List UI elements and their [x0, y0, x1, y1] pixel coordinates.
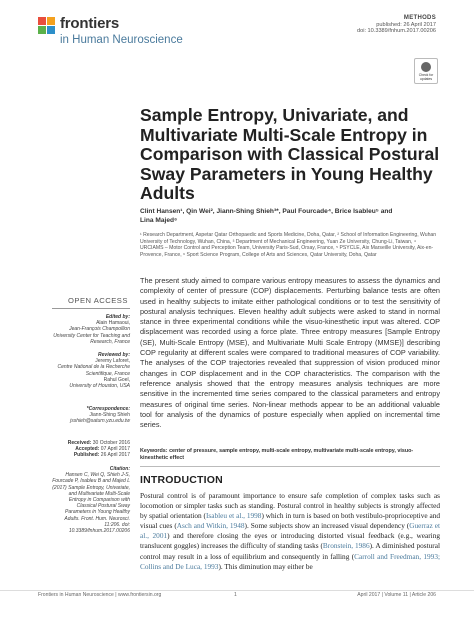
affiliations: ¹ Research Department, Aspetar Qatar Orthopaedic and Sports Medicine, Doha, Qatar, ² School of Information Engineering, Wuhan University of Technology, Wuhan, China, ³ Department of Mechanical Engineering, Yuan Ze University, Chung-Li, Taiwan, ⁴ URCIAMS – Motor Control and Perception Team, University Paris-Sud, Orsay, France, ⁵ PSYCLE, Aix Marseille University, Aix-en-Provence, France, ⁶ Sport Science Program, College of Arts and Sciences, Qatar University, Doha, Qatar: [140, 232, 437, 258]
open-access-label: OPEN ACCESS: [68, 296, 128, 305]
citation-link[interactable]: Bronstein, 1986: [322, 541, 370, 551]
article-type: METHODS: [403, 15, 436, 21]
keywords-text: center of pressure, sample entropy, multi-scale entropy, multivariate multi-scale entropy, visuo-kinesthetic effect: [140, 448, 414, 461]
sidebar-rule: [52, 308, 130, 309]
published-label: Published:: [73, 452, 100, 459]
citation-block: [52, 466, 130, 534]
correspondence-email[interactable]: jsshieh@saturn.yzu.edu.tw: [70, 418, 130, 425]
edited-by-label: Edited by:: [105, 314, 130, 320]
citation-link[interactable]: Carroll and Freedman, 1993; Collins and De Luca, 1993: [140, 551, 440, 571]
correspondence-label: *Correspondence:: [86, 406, 130, 412]
intro-text-6: ). This diminution may either be: [218, 561, 313, 571]
introduction-text: [140, 491, 440, 572]
reviewed-by-label: Reviewed by:: [98, 352, 130, 358]
intro-text-3: ). Some subjects show an increased visual dependency (: [244, 521, 410, 531]
citation-link[interactable]: Guerraz et al., 2001: [140, 521, 441, 541]
crossmark-icon: [421, 62, 431, 72]
crossmark-label: Check for updates: [418, 73, 434, 81]
published-date: published: 26 April 2017: [376, 21, 436, 28]
check-for-updates-badge[interactable]: [414, 58, 438, 84]
section-divider: [140, 466, 440, 467]
keywords-label: Keywords:: [140, 448, 168, 454]
footer-rule: [0, 590, 474, 591]
article-doi[interactable]: doi: 10.3389/fnhum.2017.00206: [356, 28, 436, 35]
intro-text-2: ) which in turn is based on both vestibulo-proprioceptive and visual cues (: [140, 511, 440, 531]
page-number: 1: [234, 592, 237, 598]
correspondence-block: [52, 406, 130, 425]
keywords: [140, 448, 440, 462]
published-date-side: 26 April 2017: [100, 452, 130, 459]
journal-logo[interactable]: [38, 15, 248, 51]
reviewer-2-name: Rahul Goel,: [103, 376, 130, 383]
dates-block: [52, 440, 130, 459]
edited-by-block: [52, 314, 130, 345]
frontiers-logo-icon: [38, 17, 56, 35]
received-label: Received:: [67, 440, 92, 446]
citation-label: Citation:: [109, 466, 130, 472]
correspondence-name: Jiann-Shing Shieh: [89, 412, 130, 419]
reviewed-by-block: [52, 352, 130, 389]
accepted-date: 07 April 2017: [100, 446, 130, 453]
received-date: 30 October 2016: [92, 440, 130, 446]
editor-name: Alain Hamaoui,: [96, 320, 130, 327]
article-title: Sample Entropy, Univariate, and Multivariate Multi-Scale Entropy in Comparison with Classical Postural Sway Parameters in Young Healthy Adults: [140, 105, 440, 203]
footer-journal[interactable]: Frontiers in Human Neuroscience | www.frontiersin.org: [38, 592, 162, 598]
citation-link[interactable]: Asch and Witkin, 1948: [176, 521, 245, 531]
reviewer-1-affiliation: Centre National de la Recherche Scientifique, France: [57, 364, 130, 377]
citation-text: Hansen C, Wei Q, Shieh J-S, Fourcade P, Isableu B and Majed L (2017) Sample Entropy, Univariate, and Multivariate Multi-Scale Entropy in Comparison with Classical Postural Sway Parameters in Young Healthy Adults. Front. Hum. Neurosci. 11:206. doi: 10.3389/fnhum.2017.00206: [52, 472, 130, 535]
reviewer-1-name: Jeremy Laforet,: [95, 358, 130, 365]
abstract: The present study aimed to compare various entropy measures to assess the dynamics and complexity of center of pressure (COP) displacements. Perturbing balance tests are often used in healthy subjects to imitate either pathological conditions or to test the sensitivity of postural analysis techniques. Eleven healthy adult subjects were asked to stand in normal stance in three experimental conditions while the visuo-kinesthetic input was altered. COP displacement was recorded using a force plate. Three entropy measures [Sample Entropy (SE), Multi-Scale Entropy (MSE), and Multivariate Multi Scale Entropy (MMSE)] describing COP regularity at different scales were compared to traditional measures of COP variability. The analyses of the COP trajectories revealed that suppression of vision produced minor changes in COP displacement and in the COP characteristics. The comparison with the reference analysis showed that the entropy measures analysis techniques are more sensitive in the incremented time series compared to the classical parameters and entropy measures of original time series. Non-linear methods appear to be an additional valuable tool for analysis of the dynamics of posture especially when applied on incremental time series.: [140, 276, 440, 430]
intro-text-4: ) and therefore closing the eyes or introducing distorted visual feedback (e.g., wearing translucent goggles) increases the difficulty of standing tasks (: [140, 531, 440, 551]
footer-issue: April 2017 | Volume 11 | Article 206: [357, 592, 436, 598]
introduction-heading: INTRODUCTION: [140, 474, 223, 486]
accepted-label: Accepted:: [75, 446, 100, 453]
intro-text-1: Postural control is of paramount importance to ensure safe completion of complex tasks such as locomotion or simpler tasks such as standing. Postural control in healthy subjects is strongly affected by spatial orientation (: [140, 491, 440, 521]
citation-link[interactable]: Isableu et al., 1998: [206, 511, 262, 521]
reviewer-2-affiliation: University of Houston, USA: [69, 383, 130, 390]
editor-affiliation: Jean-François Champollion University Center for Teaching and Research, France: [53, 326, 130, 345]
article-meta: [357, 15, 436, 35]
intro-text-5: ). A diminished postural control may result in a loss of equilibrium and consequently in falling (: [140, 541, 440, 561]
brand-name: frontiers: [60, 15, 120, 32]
journal-name: in Human Neuroscience: [60, 34, 183, 46]
author-list: [140, 208, 440, 225]
authors-line-2: Lina Majed⁶: [140, 216, 178, 224]
authors-line-1: Clint Hansen¹, Qin Wei², Jiann-Shing Shieh³*, Paul Fourcade⁴, Brice Isableu⁵ and: [140, 208, 393, 215]
